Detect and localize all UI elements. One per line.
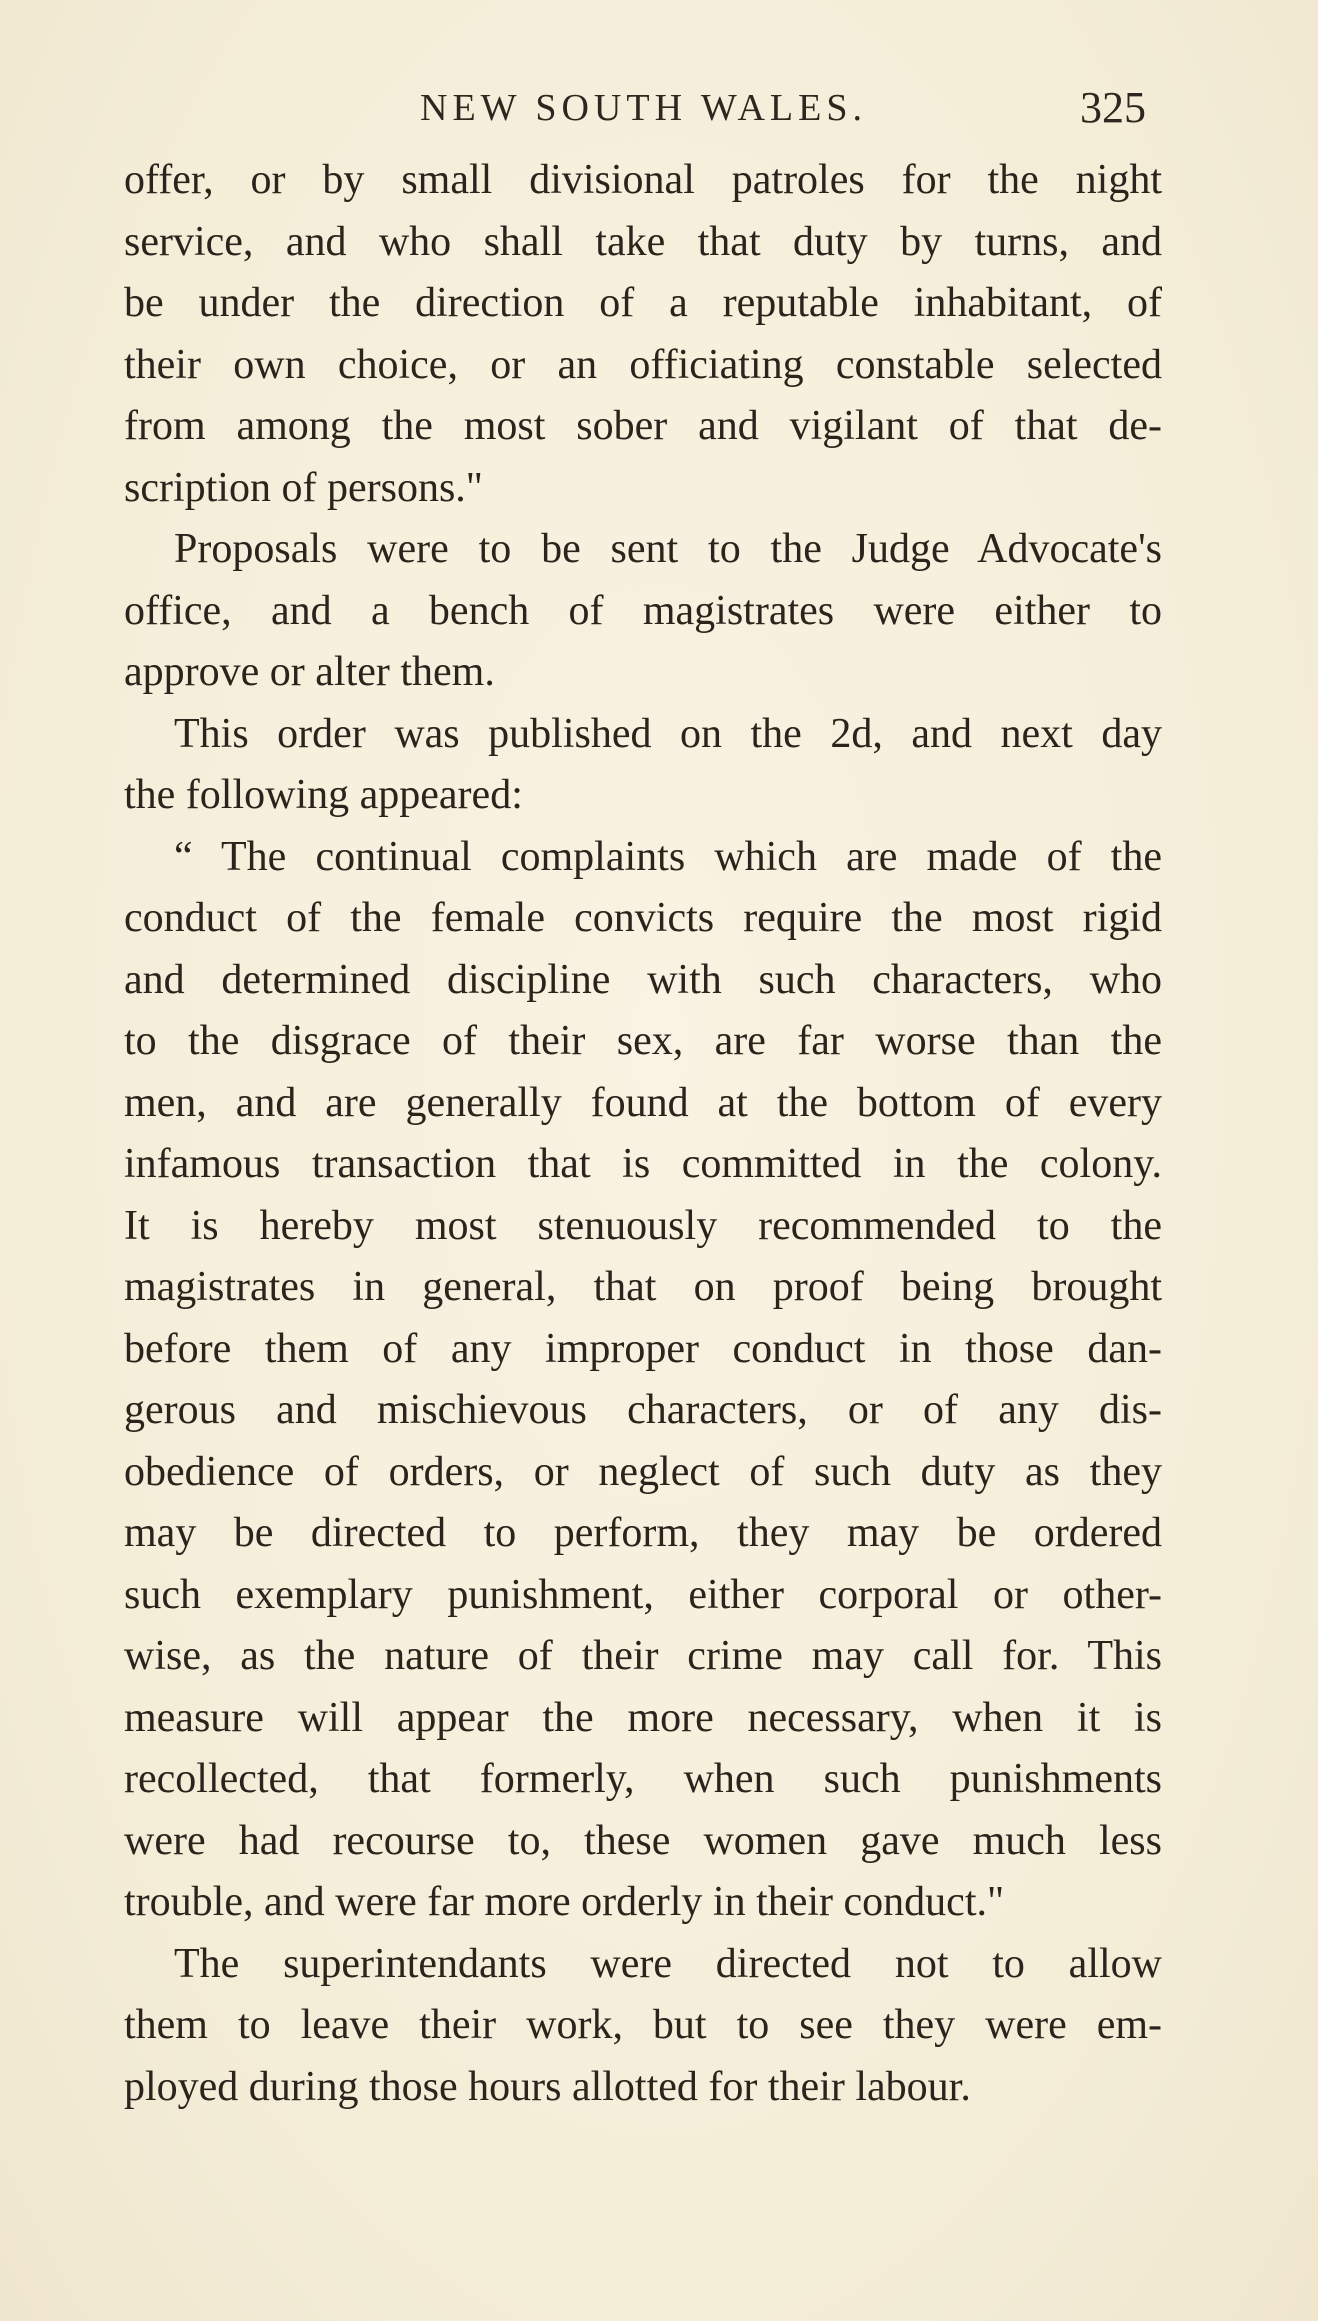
text-line: be under the direction of a reputable inhabitant, of [124,280,1162,326]
text-line: from among the most sober and vigilant of that de- [124,403,1162,449]
text-line: their own choice, or an officiating constable selected [124,341,1162,388]
text-line: conduct of the female convicts require the most rigid [124,895,1162,941]
text-line: ployed during those hours allotted for their labour. [124,2063,971,2110]
text-line: obedience of orders, or neglect of such duty as they [124,1448,1162,1495]
text-line: “ The continual complaints which are made of the [174,833,1162,880]
text-line: It is hereby most stenuously recommended to the [124,1202,1162,1249]
text-line: wise, as the nature of their crime may call for. This [124,1633,1162,1679]
text-line: may be directed to perform, they may be ordered [124,1510,1162,1556]
text-line: to the disgrace of their sex, are far worse than the [124,1018,1162,1064]
page-number: 325 [1080,83,1146,132]
text-line: the following appeared: [124,772,523,818]
text-line: measure will appear the more necessary, when it is [124,1694,1162,1741]
running-title: NEW SOUTH WALES. [420,87,867,129]
text-line: before them of any improper conduct in those dan- [124,1325,1162,1372]
text-line: recollected, that formerly, when such punishments [124,1756,1162,1802]
text-line: office, and a bench of magistrates were either to [124,587,1162,634]
text-line: approve or alter them. [124,649,495,695]
text-line: trouble, and were far more orderly in their conduct." [124,1879,1005,1925]
running-head [0,78,1318,138]
text-line: The superintendants were directed not to allow [174,1940,1162,1987]
text-line: magistrates in general, that on proof being brought [124,1264,1162,1310]
text-line: offer, or by small divisional patroles for the night [124,157,1162,203]
text-line: infamous transaction that is committed in the colony. [124,1141,1162,1187]
text-line: were had recourse to, these women gave much less [124,1817,1162,1864]
body-text [124,150,1162,2118]
text-line: service, and who shall take that duty by turns, and [124,218,1162,265]
text-line: gerous and mischievous characters, or of any dis- [124,1387,1162,1433]
text-line: scription of persons." [124,464,483,511]
text-line: such exemplary punishment, either corporal or other- [124,1571,1162,1618]
text-line: men, and are generally found at the bottom of every [124,1079,1162,1126]
text-line: Proposals were to be sent to the Judge Advocate's [174,526,1162,572]
text-line: This order was published on the 2d, and next day [174,710,1162,757]
text-line: them to leave their work, but to see they were em- [124,2002,1162,2048]
text-line: and determined discipline with such characters, who [124,956,1162,1003]
